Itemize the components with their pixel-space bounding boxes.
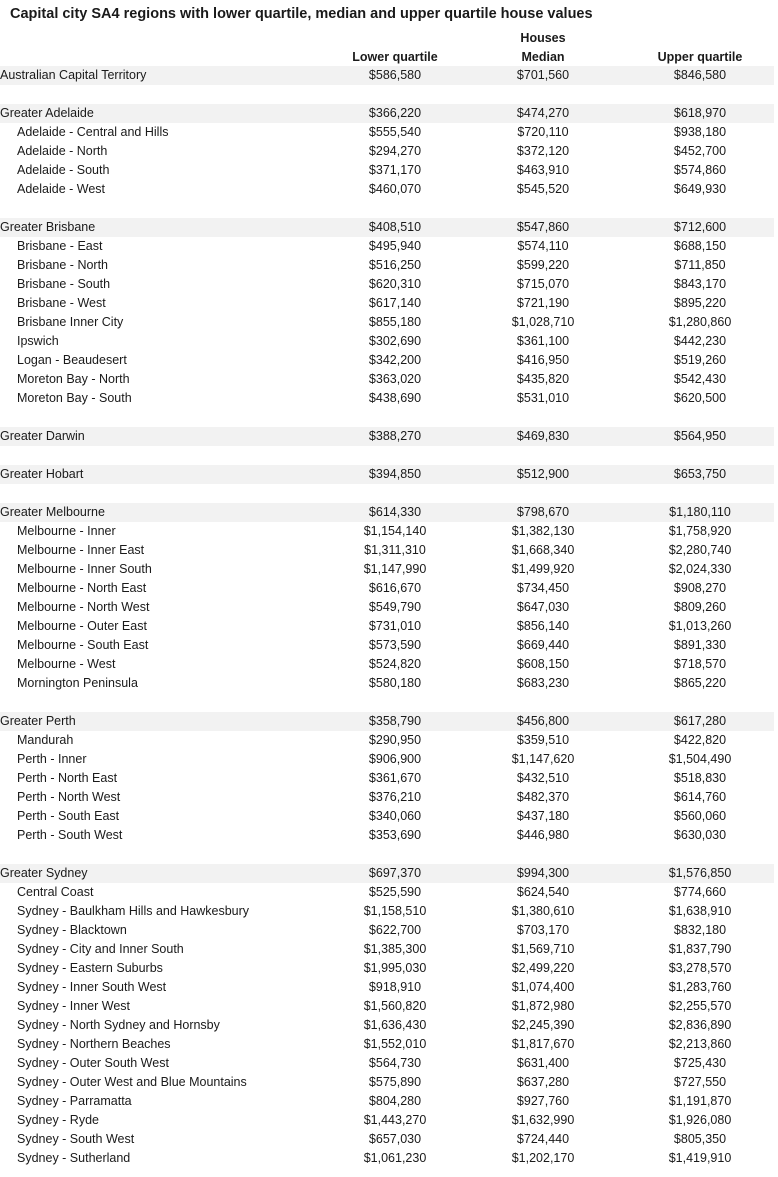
region-row [0,370,774,389]
region-row [0,256,774,275]
region-row [0,1130,774,1149]
group-spacer-row [0,446,774,465]
lower-quartile-cell: $1,154,140 [363,524,427,538]
lower-quartile-cell: $697,370 [330,864,460,883]
upper-quartile-cell: $805,350 [673,1132,727,1146]
median-cell: $624,540 [516,885,570,899]
header-spacer [626,28,774,47]
median-cell: $372,120 [516,144,570,158]
region-name-cell: Greater Melbourne [0,503,330,522]
group-spacer-row [0,693,774,712]
median-cell: $463,910 [516,163,570,177]
lower-quartile-cell: $1,552,010 [363,1037,427,1051]
region-name-cell: Adelaide - Central and Hills [17,125,169,139]
region-row [0,674,774,693]
upper-quartile-cell: $908,270 [673,581,727,595]
region-group-row [0,465,774,484]
median-cell: $647,030 [516,600,570,614]
upper-quartile-cell: $542,430 [673,372,727,386]
median-cell: $724,440 [516,1132,570,1146]
region-row [0,351,774,370]
upper-quartile-cell: $1,504,490 [668,752,732,766]
upper-quartile-cell: $2,280,740 [668,543,732,557]
region-name-cell: Brisbane - North [17,258,109,272]
median-cell: $631,400 [516,1056,570,1070]
region-group-row [0,104,774,123]
region-group-row [0,427,774,446]
spacer-cell [0,693,774,712]
region-row [0,883,774,902]
lower-quartile-cell: $294,270 [368,144,422,158]
region-group-row [0,864,774,883]
region-row [0,1111,774,1130]
region-row [0,617,774,636]
median-cell: $435,820 [516,372,570,386]
region-name-cell: Sydney - South West [17,1132,135,1146]
group-spacer-row [0,408,774,427]
upper-quartile-cell: $718,570 [673,657,727,671]
upper-quartile-cell: $712,600 [626,218,774,237]
header-spacer [0,47,330,66]
header-spacer [330,28,460,47]
region-row [0,959,774,978]
median-cell: $599,220 [516,258,570,272]
region-row [0,332,774,351]
upper-quartile-cell: $2,213,860 [668,1037,732,1051]
region-name-cell: Melbourne - West [17,657,116,671]
region-name-cell: Melbourne - South East [17,638,149,652]
median-cell: $456,800 [460,712,626,731]
upper-quartile-cell: $1,013,260 [668,619,732,633]
region-name-cell: Melbourne - Inner South [17,562,152,576]
region-name-cell: Greater Perth [0,712,330,731]
region-row [0,522,774,541]
region-row [0,769,774,788]
median-cell: $545,520 [516,182,570,196]
region-name-cell: Melbourne - Outer East [17,619,147,633]
column-header-upper-quartile: Upper quartile [657,49,743,64]
upper-quartile-cell: $688,150 [673,239,727,253]
upper-quartile-cell: $422,820 [673,733,727,747]
region-name-cell: Sydney - Sutherland [17,1151,131,1165]
region-row [0,123,774,142]
median-cell: $1,382,130 [511,524,575,538]
median-cell: $437,180 [516,809,570,823]
region-name-cell: Central Coast [17,885,94,899]
upper-quartile-cell: $1,191,870 [668,1094,732,1108]
median-cell: $574,110 [517,239,569,253]
region-name-cell: Greater Hobart [0,465,330,484]
region-name-cell: Sydney - Outer West and Blue Mountains [17,1075,247,1089]
median-cell: $512,900 [460,465,626,484]
region-name-cell: Sydney - Outer South West [17,1056,169,1070]
median-cell: $1,569,710 [511,942,575,956]
spacer-cell [0,85,774,104]
group-spacer-row [0,845,774,864]
upper-quartile-cell: $519,260 [673,353,727,367]
lower-quartile-cell: $525,590 [368,885,422,899]
spacer-cell [0,199,774,218]
lower-quartile-cell: $394,850 [330,465,460,484]
region-name-cell: Perth - South West [17,828,123,842]
region-row [0,1035,774,1054]
upper-quartile-cell: $564,950 [626,427,774,446]
lower-quartile-cell: $1,385,300 [363,942,427,956]
lower-quartile-cell: $495,940 [368,239,422,253]
lower-quartile-cell: $1,995,030 [363,961,427,975]
upper-quartile-cell: $1,758,920 [668,524,732,538]
region-row [0,655,774,674]
median-cell: $1,668,340 [511,543,575,557]
lower-quartile-cell: $342,200 [368,353,422,367]
lower-quartile-cell: $460,070 [368,182,422,196]
median-cell: $720,110 [517,125,569,139]
region-name-cell: Sydney - City and Inner South [17,942,184,956]
lower-quartile-cell: $616,670 [368,581,422,595]
header-spacer [0,28,330,47]
column-header-lower-quartile: Lower quartile [352,49,438,64]
upper-quartile-cell: $1,576,850 [626,864,774,883]
lower-quartile-cell: $388,270 [330,427,460,446]
lower-quartile-cell: $290,950 [368,733,422,747]
lower-quartile-cell: $804,280 [368,1094,422,1108]
region-row [0,978,774,997]
region-row [0,541,774,560]
region-name-cell: Brisbane - West [17,296,106,310]
upper-quartile-cell: $774,660 [673,885,727,899]
median-cell: $734,450 [516,581,570,595]
upper-quartile-cell: $630,030 [673,828,727,842]
region-name-cell: Sydney - Baulkham Hills and Hawkesbury [17,904,250,918]
region-name-cell: Mandurah [17,733,74,747]
region-row [0,579,774,598]
median-cell: $703,170 [516,923,570,937]
lower-quartile-cell: $1,636,430 [363,1018,427,1032]
upper-quartile-cell: $3,278,570 [668,961,732,975]
upper-quartile-cell: $442,230 [673,334,727,348]
table-body [0,66,774,1168]
lower-quartile-cell: $1,443,270 [363,1113,427,1127]
region-row [0,560,774,579]
region-name-cell: Greater Adelaide [0,104,330,123]
region-row [0,275,774,294]
median-cell: $856,140 [516,619,570,633]
upper-quartile-cell: $1,283,760 [668,980,732,994]
region-row [0,807,774,826]
upper-quartile-cell: $518,830 [673,771,727,785]
lower-quartile-cell: $575,890 [368,1075,422,1089]
median-cell: $432,510 [516,771,570,785]
region-row [0,788,774,807]
upper-quartile-cell: $2,024,330 [668,562,732,576]
region-row [0,1054,774,1073]
region-name-cell: Melbourne - North East [17,581,147,595]
median-cell: $1,499,920 [511,562,575,576]
region-row [0,826,774,845]
region-name-cell: Melbourne - Inner East [17,543,145,557]
upper-quartile-cell: $574,860 [673,163,727,177]
region-name-cell: Brisbane - South [17,277,111,291]
lower-quartile-cell: $564,730 [368,1056,422,1070]
upper-quartile-cell: $2,255,570 [668,999,732,1013]
region-name-cell: Australian Capital Territory [0,66,330,85]
region-row [0,636,774,655]
region-name-cell: Sydney - North Sydney and Hornsby [17,1018,220,1032]
region-row [0,161,774,180]
upper-quartile-cell: $617,280 [626,712,774,731]
median-cell: $927,760 [516,1094,570,1108]
lower-quartile-cell: $408,510 [330,218,460,237]
region-name-cell: Brisbane Inner City [17,315,124,329]
spacer-cell [0,446,774,465]
region-row [0,237,774,256]
lower-quartile-cell: $1,311,310 [364,543,426,557]
lower-quartile-cell: $586,580 [330,66,460,85]
upper-quartile-cell: $452,700 [673,144,727,158]
region-name-cell: Ipswich [17,334,59,348]
lower-quartile-cell: $361,670 [368,771,422,785]
region-name-cell: Perth - North West [17,790,121,804]
region-row [0,940,774,959]
houses-header-row [0,28,774,47]
upper-quartile-cell: $653,750 [626,465,774,484]
median-cell: $994,300 [460,864,626,883]
region-row [0,1092,774,1111]
region-name-cell: Greater Sydney [0,864,330,883]
region-row [0,180,774,199]
lower-quartile-cell: $340,060 [368,809,422,823]
group-spacer-row [0,484,774,503]
upper-quartile-cell: $620,500 [673,391,727,405]
median-cell: $547,860 [460,218,626,237]
median-cell: $1,074,400 [511,980,575,994]
upper-quartile-cell: $895,220 [673,296,727,310]
region-row [0,1149,774,1168]
region-name-cell: Mornington Peninsula [17,676,138,690]
region-name-cell: Sydney - Parramatta [17,1094,132,1108]
lower-quartile-cell: $855,180 [368,315,422,329]
region-name-cell: Sydney - Eastern Suburbs [17,961,163,975]
lower-quartile-cell: $657,030 [368,1132,422,1146]
house-values-table [0,28,774,1168]
upper-quartile-cell: $711,850 [674,258,726,272]
median-cell: $361,100 [516,334,570,348]
lower-quartile-cell: $524,820 [368,657,422,671]
median-cell: $637,280 [516,1075,570,1089]
median-cell: $715,070 [516,277,570,291]
spacer-cell [0,408,774,427]
median-cell: $446,980 [516,828,570,842]
lower-quartile-cell: $1,147,990 [363,562,427,576]
lower-quartile-cell: $617,140 [368,296,422,310]
lower-quartile-cell: $1,158,510 [363,904,427,918]
median-cell: $474,270 [460,104,626,123]
lower-quartile-cell: $906,900 [368,752,422,766]
region-name-cell: Melbourne - North West [17,600,150,614]
upper-quartile-cell: $1,280,860 [668,315,732,329]
upper-quartile-cell: $560,060 [673,809,727,823]
upper-quartile-cell: $725,430 [673,1056,727,1070]
region-name-cell: Perth - South East [17,809,120,823]
upper-quartile-cell: $618,970 [626,104,774,123]
lower-quartile-cell: $573,590 [368,638,422,652]
upper-quartile-cell: $1,419,910 [668,1151,732,1165]
lower-quartile-cell: $622,700 [368,923,422,937]
lower-quartile-cell: $918,910 [368,980,422,994]
region-name-cell: Sydney - Ryde [17,1113,99,1127]
upper-quartile-cell: $843,170 [673,277,727,291]
median-cell: $1,147,620 [511,752,575,766]
lower-quartile-cell: $1,061,230 [363,1151,427,1165]
spacer-cell [0,845,774,864]
lower-quartile-cell: $302,690 [368,334,422,348]
median-cell: $798,670 [460,503,626,522]
region-name-cell: Greater Darwin [0,427,330,446]
region-name-cell: Logan - Beaudesert [17,353,127,367]
upper-quartile-cell: $1,926,080 [668,1113,732,1127]
region-group-row [0,66,774,85]
upper-quartile-cell: $832,180 [673,923,727,937]
median-cell: $683,230 [516,676,570,690]
upper-quartile-cell: $1,638,910 [668,904,732,918]
median-cell: $701,560 [460,66,626,85]
region-name-cell: Adelaide - North [17,144,108,158]
lower-quartile-cell: $366,220 [330,104,460,123]
median-cell: $1,202,170 [511,1151,575,1165]
region-row [0,313,774,332]
region-row [0,731,774,750]
region-group-row [0,218,774,237]
region-name-cell: Sydney - Blacktown [17,923,127,937]
lower-quartile-cell: $620,310 [368,277,422,291]
lower-quartile-cell: $363,020 [368,372,422,386]
median-cell: $1,872,980 [511,999,575,1013]
column-header-row [0,47,774,66]
median-cell: $469,830 [460,427,626,446]
region-row [0,921,774,940]
lower-quartile-cell: $371,170 [368,163,422,177]
median-cell: $482,370 [516,790,570,804]
median-cell: $531,010 [516,391,570,405]
lower-quartile-cell: $438,690 [368,391,422,405]
region-name-cell: Sydney - Inner South West [17,980,167,994]
region-name-cell: Sydney - Inner West [17,999,131,1013]
spacer-cell [0,484,774,503]
median-cell: $1,817,670 [511,1037,575,1051]
median-cell: $2,245,390 [511,1018,575,1032]
region-name-cell: Sydney - Northern Beaches [17,1037,171,1051]
median-cell: $608,150 [516,657,570,671]
houses-group-header: Houses [520,30,566,45]
region-row [0,997,774,1016]
region-group-row [0,503,774,522]
group-spacer-row [0,85,774,104]
median-cell: $721,190 [516,296,570,310]
column-header-median: Median [521,49,565,64]
median-cell: $416,950 [516,353,570,367]
region-name-cell: Greater Brisbane [0,218,330,237]
lower-quartile-cell: $555,540 [368,125,422,139]
lower-quartile-cell: $549,790 [368,600,422,614]
upper-quartile-cell: $1,837,790 [668,942,732,956]
group-spacer-row [0,199,774,218]
region-name-cell: Moreton Bay - South [17,391,132,405]
region-name-cell: Perth - Inner [17,752,87,766]
region-row [0,389,774,408]
median-cell: $669,440 [516,638,570,652]
region-row [0,142,774,161]
median-cell: $359,510 [516,733,570,747]
region-row [0,902,774,921]
region-name-cell: Perth - North East [17,771,118,785]
region-row [0,750,774,769]
lower-quartile-cell: $358,790 [330,712,460,731]
median-cell: $2,499,220 [511,961,575,975]
region-row [0,598,774,617]
lower-quartile-cell: $731,010 [368,619,422,633]
region-name-cell: Adelaide - South [17,163,110,177]
upper-quartile-cell: $938,180 [673,125,727,139]
upper-quartile-cell: $614,760 [673,790,727,804]
upper-quartile-cell: $727,550 [673,1075,727,1089]
lower-quartile-cell: $353,690 [368,828,422,842]
region-row [0,1073,774,1092]
lower-quartile-cell: $1,560,820 [363,999,427,1013]
upper-quartile-cell: $2,836,890 [668,1018,732,1032]
upper-quartile-cell: $846,580 [626,66,774,85]
lower-quartile-cell: $516,250 [368,258,422,272]
upper-quartile-cell: $809,260 [673,600,727,614]
upper-quartile-cell: $865,220 [673,676,727,690]
median-cell: $1,632,990 [511,1113,575,1127]
region-row [0,1016,774,1035]
median-cell: $1,380,610 [511,904,575,918]
region-group-row [0,712,774,731]
lower-quartile-cell: $376,210 [368,790,422,804]
median-cell: $1,028,710 [511,315,575,329]
region-name-cell: Brisbane - East [17,239,103,253]
upper-quartile-cell: $891,330 [673,638,727,652]
upper-quartile-cell: $649,930 [673,182,727,196]
region-row [0,294,774,313]
upper-quartile-cell: $1,180,110 [626,503,774,522]
lower-quartile-cell: $614,330 [330,503,460,522]
region-name-cell: Adelaide - West [17,182,106,196]
region-name-cell: Melbourne - Inner [17,524,116,538]
page-title: Capital city SA4 regions with lower quartile, median and upper quartile house values [10,6,593,22]
lower-quartile-cell: $580,180 [368,676,422,690]
region-name-cell: Moreton Bay - North [17,372,130,386]
